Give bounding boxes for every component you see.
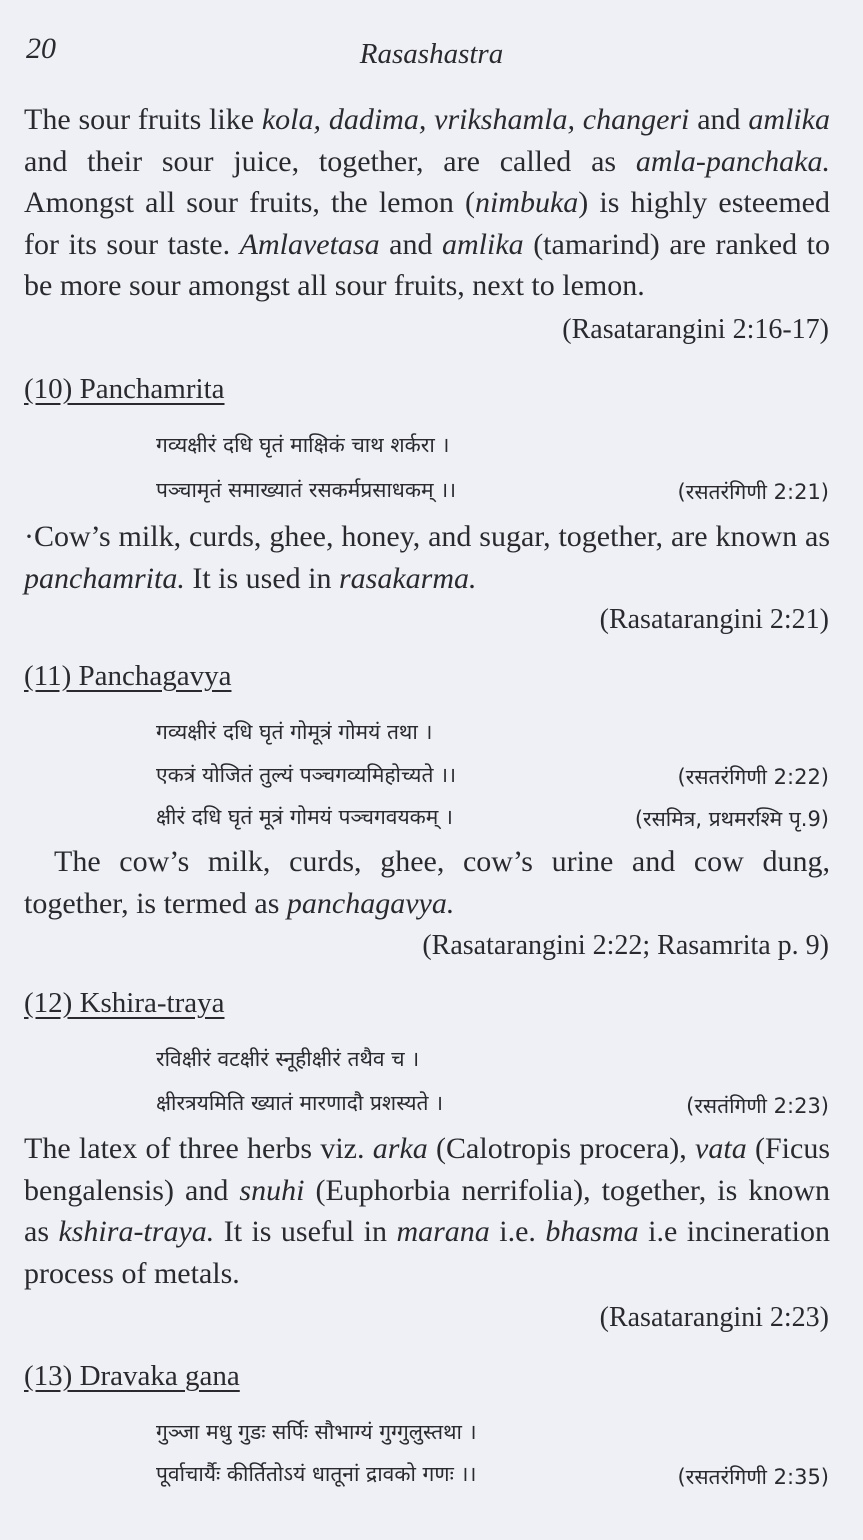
text: and xyxy=(689,103,749,136)
sanskrit-verse: एकत्रं योजितं तुल्यं पञ्चगव्यमिहोच्यते ।। xyxy=(156,763,457,787)
sanskrit-citation: (रसमित्र, प्रथमरश्मि पृ.9) xyxy=(634,807,829,831)
sanskrit-verse: रविक्षीरं वटक्षीरं स्नूहीक्षीरं तथैव च । xyxy=(156,1047,420,1071)
text: ) is highly esteemed for its sour taste. xyxy=(24,186,830,261)
term: amlika xyxy=(442,227,524,261)
term: kola, dadima, vrikshamla, changeri xyxy=(261,103,690,136)
section-paragraph xyxy=(24,516,830,599)
term: Amlavetasa xyxy=(239,227,380,261)
citation: (Rasatarangini 2:21) xyxy=(599,604,829,635)
page-number: 20 xyxy=(26,32,56,65)
citation: (Rasatarangini 2:16-17) xyxy=(562,314,829,345)
text: Amongst all sour fruits, the lemon ( xyxy=(24,186,475,219)
sanskrit-citation: (रसतरंगिणी 2:22) xyxy=(677,765,829,789)
term: amla-panchaka. xyxy=(635,144,830,178)
text: ·Cow’s milk, curds, ghee, honey, and sugar, together, are known as xyxy=(24,520,830,553)
term: arka xyxy=(372,1132,428,1165)
intro-paragraph xyxy=(24,99,830,307)
text: (Ficus bengalensis) and xyxy=(24,1132,830,1207)
text: i.e. xyxy=(489,1215,546,1248)
term: marana xyxy=(396,1215,490,1248)
text: and xyxy=(379,227,442,261)
text: The latex of three herbs viz. xyxy=(24,1132,373,1165)
term: rasakarma. xyxy=(339,561,477,595)
sanskrit-verse: गव्यक्षीरं दधि घृतं माक्षिकं चाथ शर्करा । xyxy=(156,433,450,457)
text: (Calotropis procera), xyxy=(427,1132,696,1165)
section-heading: (11) Panchagavya xyxy=(24,660,232,692)
citation: (Rasatarangini 2:23) xyxy=(599,1302,829,1333)
text: It is useful in xyxy=(214,1215,397,1248)
sanskrit-verse: गव्यक्षीरं दधि घृतं गोमूत्रं गोमयं तथा । xyxy=(156,720,433,744)
section-heading: (13) Dravaka gana xyxy=(24,1360,240,1392)
term: snuhi xyxy=(239,1173,305,1207)
sanskrit-verse: गुञ्जा मधु गुडः सर्पिः सौभाग्यं गुग्गुलुस्तथा । xyxy=(156,1420,477,1444)
citation: (Rasatarangini 2:22; Rasamrita p. 9) xyxy=(422,930,829,961)
text: (tamarind) are ranked to be more sour amongst all sour fruits, next to lemon. xyxy=(24,227,830,302)
sanskrit-verse: क्षीरं दधि घृतं मूत्रं गोमयं पञ्चगवयकम् । xyxy=(156,805,453,829)
term: amlika xyxy=(748,103,830,136)
sanskrit-citation: (रसतरंगिणी 2:35) xyxy=(677,1465,829,1489)
term: bhasma xyxy=(545,1215,639,1248)
text: It is used in xyxy=(184,561,339,595)
sanskrit-verse: पञ्चामृतं समाख्यातं रसकर्मप्रसाधकम् ।। xyxy=(156,478,457,502)
term: kshira-traya. xyxy=(58,1215,215,1248)
section-heading: (10) Panchamrita xyxy=(24,373,225,405)
section-paragraph xyxy=(24,841,830,924)
term: panchamrita. xyxy=(24,561,185,595)
running-title: Rasashastra xyxy=(359,38,504,70)
sanskrit-citation: (रसतंगिणी 2:23) xyxy=(686,1094,829,1118)
text: and their sour juice, together, are called as xyxy=(24,144,636,178)
text: The sour fruits like xyxy=(24,103,262,136)
section-paragraph xyxy=(24,1128,830,1294)
sanskrit-citation: (रसतरंगिणी 2:21) xyxy=(677,480,829,504)
term: panchagavya. xyxy=(286,886,455,920)
text: (Euphorbia nerrifolia), together, is known as xyxy=(24,1173,830,1248)
sanskrit-verse: पूर्वाचार्यैः कीर्तितोऽयं धातूनां द्रावको गणः ।। xyxy=(156,1462,477,1486)
section-heading: (12) Kshira-traya xyxy=(24,987,225,1019)
term: vata xyxy=(695,1132,747,1165)
term: nimbuka xyxy=(474,186,579,219)
text: i.e incineration process of metals. xyxy=(24,1215,830,1290)
text: The cow’s milk, curds, ghee, cow’s urine and cow dung, together, is termed as xyxy=(24,845,830,920)
sanskrit-verse: क्षीरत्रयमिति ख्यातं मारणादौ प्रशस्यते । xyxy=(156,1091,444,1115)
